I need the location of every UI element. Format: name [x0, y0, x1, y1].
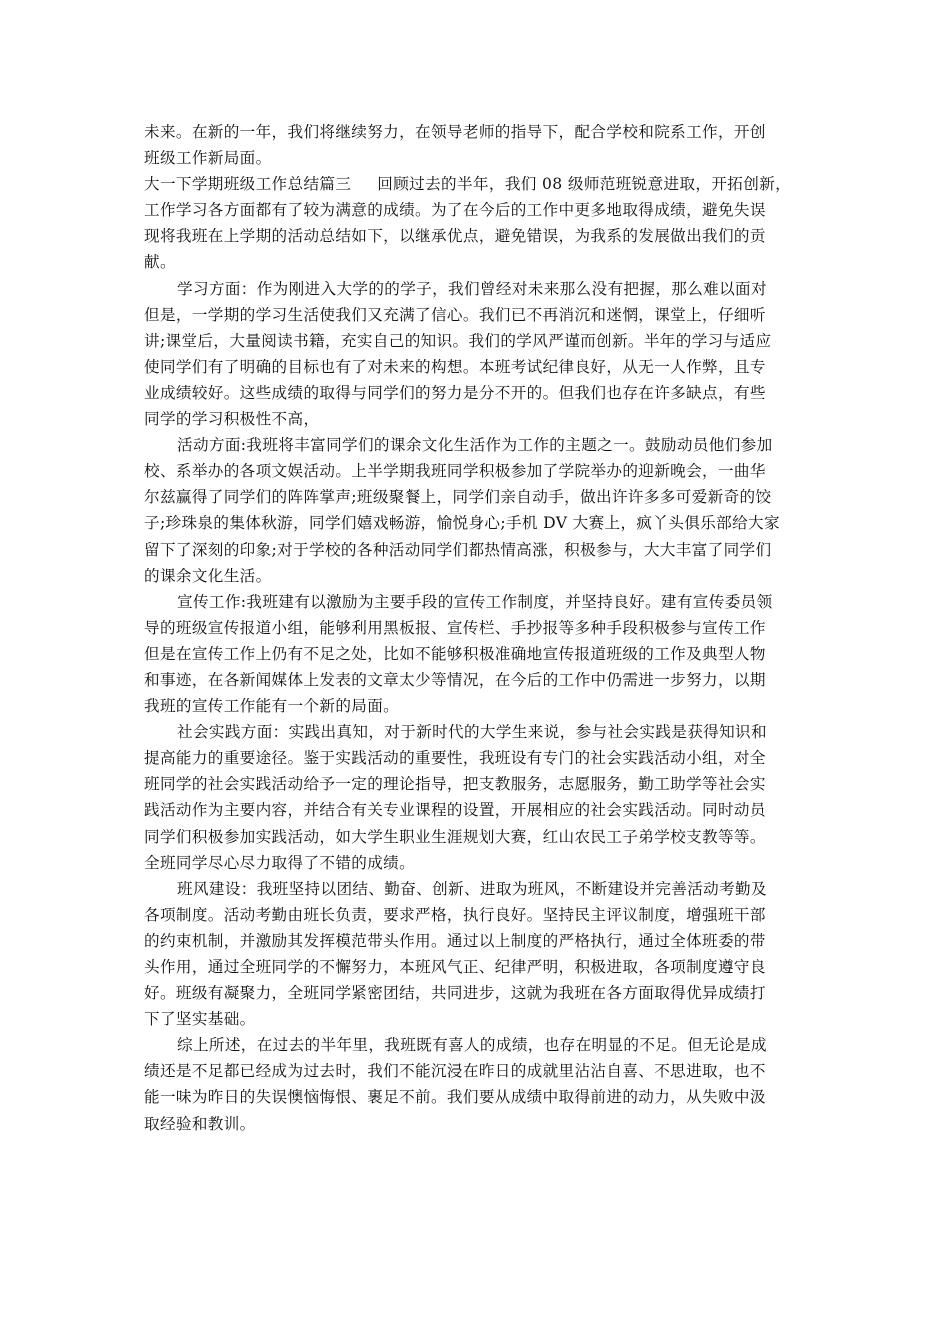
text-line: 现将我班在上学期的活动总结如下，以继承优点，避免错误，为我系的发展做出我们的贡: [144, 227, 766, 246]
text-line: 好。班级有凝聚力，全班同学紧密团结，共同进步，这就为我班在各方面取得优异成绩打: [144, 984, 766, 1003]
text-line: 校、系举办的各项文娱活动。上半学期我班同学积极参加了学院举办的迎新晚会，一曲华: [144, 462, 766, 481]
text-line: 和事迹，在各新闻媒体上发表的文章太少等情况，在今后的工作中仍需进一步努力，以期: [144, 670, 766, 689]
text-line: 业成绩较好。这些成绩的取得与同学们的努力是分不开的。但我们也存在许多缺点，有些: [144, 383, 766, 402]
text-line: 讲;课堂后，大量阅读书籍，充实自己的知识。我们的学风严谨而创新。半年的学习与适应: [144, 331, 772, 350]
text-line: 践活动作为主要内容，并结合有关专业课程的设置，开展相应的社会实践活动。同时动员: [144, 801, 766, 820]
paragraph-class-style-start: 班风建设：我班坚持以团结、勤奋、创新、进取为班风，不断建设并完善活动考勤及: [177, 879, 767, 898]
text-line: 提高能力的重要途径。鉴于实践活动的重要性，我班设有专门的社会实践活动小组，对全: [144, 749, 766, 768]
paragraph-publicity-start: 宣传工作:我班建有以激励为主要手段的宣传工作制度，并坚持良好。建有宣传委员领: [177, 592, 773, 611]
text-line: 尔兹赢得了同学们的阵阵掌声;班级聚餐上，同学们亲自动手，做出许许多多可爱新奇的饺: [144, 488, 772, 507]
text-line: 各项制度。活动考勤由班长负责，要求严格，执行良好。坚持民主评议制度，增强班干部: [144, 905, 766, 924]
text-line: 下了坚实基础。: [144, 1010, 256, 1029]
section-heading-line: [144, 171, 811, 197]
text-line: 头作用，通过全班同学的不懈努力，本班风气正、纪律严明，积极进取，各项制度遵守良: [144, 958, 766, 976]
text-line: 但是在宣传工作上仍有不足之处，比如不能够积极准确地宣传报道班级的工作及典型人物: [144, 644, 766, 663]
paragraph-summary-start: 综上所述，在过去的半年里，我班既有喜人的成绩，也存在明显的不足。但无论是成: [177, 1036, 767, 1055]
text-line: 的约束机制，并激励其发挥模范带头作用。通过以上制度的严格执行，通过全体班委的带: [144, 931, 766, 950]
section-intro-text: 回顾过去的半年，我们 08 级师范班锐意进取，开拓创新，: [377, 175, 792, 194]
text-line: 能一味为昨日的失误懊恼悔恨、裹足不前。我们要从成绩中取得前进的动力，从失败中汲: [144, 1088, 766, 1107]
text-line: 献。: [144, 253, 176, 272]
text-line: 同学的学习积极性不高，: [144, 410, 320, 429]
paragraph-study-start: 学习方面：作为刚进入大学的的学子，我们曾经对未来那么没有把握，那么难以面对: [177, 279, 767, 298]
text-line: 使同学们有了明确的目标也有了对未来的构想。本班考试纪律良好，从无一人作弊，且专: [144, 357, 766, 376]
paragraph-activities-start: 活动方面:我班将丰富同学们的课余文化生活作为工作的主题之一。鼓励动员他们参加: [177, 436, 773, 455]
section-title: 大一下学期班级工作总结篇三: [144, 175, 352, 194]
text-line: 子;珍珠泉的集体秋游，同学们嬉戏畅游，愉悦身心;手机 DV 大赛上，疯丫头俱乐部给大家: [144, 514, 780, 533]
text-line: 同学们积极参加实践活动，如大学生职业生涯规划大赛，红山农民工子弟学校支教等等。: [144, 827, 766, 846]
text-line: 留下了深刻的印象;对于学校的各种活动同学们都热情高涨，积极参与，大大丰富了同学们: [144, 540, 772, 559]
text-line: 班同学的社会实践活动给予一定的理论指导，把支教服务，志愿服务，勤工助学等社会实: [144, 775, 766, 794]
text-line: 全班同学尽心尽力取得了不错的成绩。: [144, 853, 416, 872]
text-line: 的课余文化生活。: [144, 566, 272, 585]
text-line: 导的班级宣传报道小组，能够利用黑板报、宣传栏、手抄报等多种手段积极参与宣传工作: [144, 618, 766, 637]
text-line: 我班的宣传工作能有一个新的局面。: [144, 697, 400, 716]
paragraph-practice-start: 社会实践方面：实践出真知，对于新时代的大学生来说，参与社会实践是获得知识和: [177, 723, 767, 742]
text-line: 工作学习各方面都有了较为满意的成绩。为了在今后的工作中更多地取得成绩，避免失误: [144, 201, 766, 220]
document-page: [144, 119, 811, 1137]
text-line: 取经验和教训。: [144, 1114, 256, 1133]
text-line: 绩还是不足都已经成为过去时，我们不能沉浸在昨日的成就里沾沾自喜、不思进取，也不: [144, 1062, 766, 1081]
text-line: 但是，一学期的学习生活使我们又充满了信心。我们已不再消沉和迷惘，课堂上，仔细听: [144, 305, 766, 324]
text-line: 班级工作新局面。: [144, 149, 272, 168]
text-line: 未来。在新的一年，我们将继续努力，在领导老师的指导下，配合学校和院系工作，开创: [144, 123, 766, 141]
